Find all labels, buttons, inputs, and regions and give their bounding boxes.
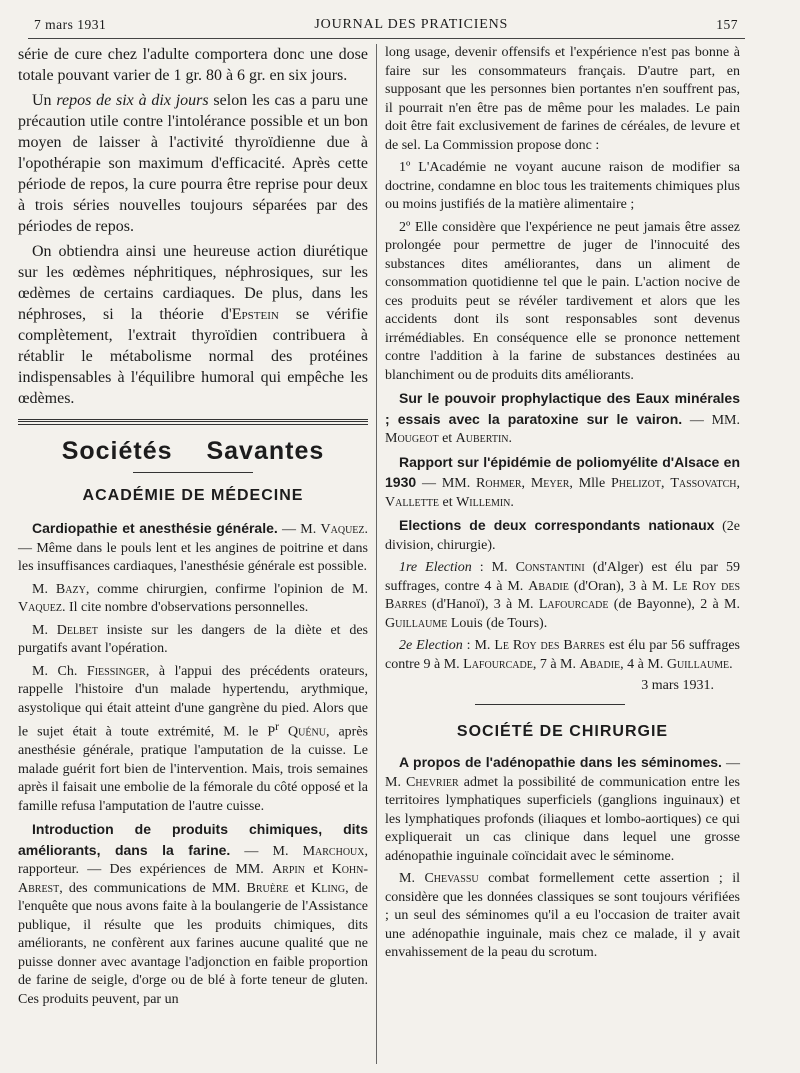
text: Des expériences de MM. xyxy=(101,862,273,878)
resolution-point xyxy=(385,159,740,215)
author-name: Kling xyxy=(311,880,346,896)
text: (2e division, chirurgie). xyxy=(385,519,740,553)
paragraph xyxy=(385,44,740,155)
item-title: Elections de deux correspondants nationaux xyxy=(399,517,715,533)
paragraph xyxy=(18,90,368,237)
author-name: Delbet xyxy=(56,622,98,638)
election-label: 1re Election xyxy=(399,560,472,575)
author-name: Bruère xyxy=(246,880,289,896)
text: insiste sur les dangers de la diète et des purgatifs avant l'opération. xyxy=(18,622,368,656)
text: , à l'appui des précédents orateurs, rappelle l'histoire d'un malade hypertendu, arythmique, asystolique qui était atteint d'une gangrène du pied. Alors que le sujet était à toute extrémité, M. le P xyxy=(18,663,368,740)
text: (de Bayonne), 2 à M. xyxy=(608,597,740,612)
author-name: Fiessinger xyxy=(86,663,146,679)
item-title: Cardiopathie et anesthésie générale. xyxy=(32,520,278,536)
text: et xyxy=(438,431,456,446)
item-title: Rapport sur l'épidémie de poliomyélite d'Alsace en 1930 xyxy=(385,453,740,490)
text: (d'Oran), 3 à M. xyxy=(568,578,673,594)
paragraph xyxy=(18,663,368,817)
election-paragraph xyxy=(385,637,740,674)
text: et xyxy=(304,862,332,878)
section-rule xyxy=(18,419,368,425)
author-name: Aubertin xyxy=(455,431,509,446)
text: . Il cite nombre d'observations personnelles. xyxy=(62,600,309,615)
author-name: Le Roy des Barres xyxy=(385,578,741,612)
author-name: Abadie xyxy=(528,578,569,594)
author-name: Quénu xyxy=(288,724,326,740)
author-name: Tassovatch xyxy=(670,476,737,491)
text: . — Même dans le pouls lent et les angines de poitrine et dans les insuffisances cardiaques, l'anesthésie générale est possible. xyxy=(18,522,369,574)
report-paragraph xyxy=(385,516,740,555)
text: . xyxy=(510,494,514,510)
paragraph xyxy=(18,241,368,409)
text: , de l'enquête que nous avons faite à la boulangerie de l'Assistance publique, il résulte que les produits chimiques, dits améliorants, ne confèrent aux farines aucune qualité que ne puisse donner avec avantage l'adjonction en faible proportion de farine de seigle, d'orge ou de blé à forte teneur de gluten. Ces produits peuvent, par un xyxy=(18,880,368,1007)
author-name: Chevassu xyxy=(424,871,479,886)
text: : M. xyxy=(462,638,495,653)
text: M. Ch. xyxy=(32,663,87,679)
text: . xyxy=(729,656,733,672)
text: , xyxy=(661,476,671,491)
author-name: Kohn-Abrest xyxy=(18,862,369,896)
text: , xyxy=(521,476,531,491)
author-name: Guillaume xyxy=(385,615,448,631)
paragraph xyxy=(18,44,368,86)
text: : M. xyxy=(471,560,516,575)
header-rule xyxy=(28,38,745,39)
author-name: Marchoux xyxy=(302,843,365,859)
text: On obtiendra ainsi une heureuse action diurétique sur les œdèmes néphritiques, néphrosiques, sur les œdèmes de certains cardiaques. De plus, dans les néphroses, si la théorie d' xyxy=(18,243,368,323)
text: et xyxy=(288,880,312,896)
author-name: Meyer xyxy=(530,476,570,491)
author-name: Le Roy des Barres xyxy=(494,638,605,653)
text: série de cure chez l'adulte comportera donc une dose totale pouvant varier de 1 gr. 80 à 6 gr. en six jours. xyxy=(18,46,368,84)
report-paragraph xyxy=(18,820,368,1009)
paragraph xyxy=(18,581,368,618)
emphasis: repos de six à dix jours xyxy=(56,92,209,109)
page-number: 157 xyxy=(716,17,738,32)
report-paragraph xyxy=(385,453,740,513)
report-paragraph xyxy=(385,389,740,449)
author-name: Chevrier xyxy=(406,774,459,790)
text: se vérifie complètement, l'extrait thyroïdien contribuera à rétablir le métabolisme normal des protéines indispensables à l'équilibre humoral qui empêche les œdèmes. xyxy=(18,306,369,407)
header-date: 7 mars 1931 xyxy=(34,17,107,32)
author-name: Willemin xyxy=(456,494,511,510)
text: , 7 à M. xyxy=(532,656,580,672)
text: — M. xyxy=(385,756,740,790)
text: 1º L'Académie ne voyant aucune raison de modifier sa doctrine, condamne en bloc tous les traitements chimiques plus ou moins justifiés de la matière alimentaire ; xyxy=(385,160,740,212)
text: (d'Hanoï), 3 à M. xyxy=(426,597,539,612)
section-title: Sociétés Savantes xyxy=(61,437,325,465)
author-name: Phelizot xyxy=(611,476,661,491)
text: est élu par 56 suffrages contre 9 à M. xyxy=(385,638,741,672)
author-name: Lafourcade xyxy=(463,656,533,672)
text: admet la possibilité de communication entre les territoires lymphatiques superficiels (ganglions inguinaux) et les lymphatiques profonds (iliaques et lombo-aortiques) ce qui expliquerait un cas clinique dans lequel une grosse adénopathie inguinale coïncidait avec le séminome. xyxy=(385,774,740,864)
text: — M. xyxy=(230,843,303,859)
column-divider xyxy=(376,44,377,1064)
election-paragraph xyxy=(385,559,740,633)
author-name: Vallette xyxy=(385,494,439,510)
text: M. xyxy=(32,622,57,638)
title-rule xyxy=(133,472,253,473)
right-column xyxy=(385,44,740,967)
author-name: Lafourcade xyxy=(538,597,609,612)
author-name: Epstein xyxy=(231,306,279,323)
text: selon les cas a paru une précaution utile contre l'intolérance possible et un bon moyen de laisser à l'activité thyroïdienne due à l'opothérapie son maximum d'efficacité. Après cette période de repos, la cure pourra être reprise pour deux à trois séries nouvelles toujours séparées par des périodes de repos. xyxy=(18,92,369,235)
author-name: Vaquez xyxy=(18,600,62,615)
text: (d'Alger) est élu par 59 suffrages, contre 4 à M. xyxy=(385,560,740,594)
text: , 4 à M. xyxy=(620,656,667,672)
journal-title: JOURNAL DES PRATICIENS xyxy=(314,17,509,32)
author-name: Rohmer xyxy=(476,476,522,491)
section-rule xyxy=(475,704,625,705)
page-header xyxy=(34,14,738,36)
text: , comme chirurgien, confirme l'opinion de M. xyxy=(85,581,368,597)
author-name: Arpin xyxy=(272,862,305,878)
report-paragraph xyxy=(18,519,368,577)
text: long usage, devenir offensifs et l'expérience n'est pas bonne à faire sur les consommateurs français. D'autre part, en supposant que les personnes bien portantes n'en souffrent pas, il pourrait n'en être pas de même pour les malades. Le pain doit être fait exclusivement de farines de céréales, de levure et de sel. La Commission propose donc : xyxy=(385,45,740,153)
text: — MM. xyxy=(416,476,477,491)
text: — MM. xyxy=(682,412,740,428)
item-title: Sur le pouvoir prophylactique des Eaux minérales ; essais avec la paratoxine sur le vairon. xyxy=(385,390,740,427)
text: Un xyxy=(32,92,57,109)
superscript: r xyxy=(275,720,280,733)
text: . xyxy=(508,431,513,446)
author-name: Vaquez xyxy=(320,522,365,537)
resolution-point xyxy=(385,219,740,386)
item-title: A propos de l'adénopathie dans les séminomes. xyxy=(399,754,722,770)
text: , Mlle xyxy=(569,476,611,491)
text: , après anesthésie générale, pratique l'amputation de la cuisse. Le malade guérit fort bien de l'intervention. Mais, trois semaines après il faisait une embolie de la fémorale du côté opposé et la famille refusa l'amputation de l'autre cuisse. xyxy=(18,724,368,814)
report-paragraph xyxy=(385,753,740,866)
author-name: Abadie xyxy=(579,656,621,672)
text: M. xyxy=(399,871,425,886)
text: — M. xyxy=(277,522,321,537)
election-label: 2e Election xyxy=(399,638,463,653)
text: , rapporteur. — xyxy=(18,843,368,878)
paragraph xyxy=(18,622,368,659)
text: M. xyxy=(32,581,56,597)
session-date: 3 mars 1931. xyxy=(641,678,714,693)
author-name: Guillaume xyxy=(666,656,730,672)
text: et xyxy=(438,494,457,510)
author-name: Bazy xyxy=(55,581,86,597)
item-title: Introduction de produits chimiques, dits améliorants, dans la farine. xyxy=(18,821,368,858)
text: Louis (de Tours). xyxy=(447,615,548,631)
subsection-title: ACADÉMIE DE MÉDECINE xyxy=(82,487,304,504)
paragraph xyxy=(385,870,740,963)
author-name: Constantini xyxy=(515,560,585,575)
text: , des communications de MM. xyxy=(59,880,247,896)
text: , xyxy=(736,476,740,491)
subsection-title: SOCIÉTÉ DE CHIRURGIE xyxy=(456,723,669,740)
author-name: Mougeot xyxy=(385,431,439,446)
text: 2º Elle considère que l'expérience ne peut jamais être assez prolongée pour permettre de juger de l'innocuité des substances dites améliorantes, dans un aliment de consommation quotidienne tel que le pain. L'action nocive de ces produits peut se révéler tardivement et alors que les accidents dont ils sont responsables sont devenus irrémédiables. En conséquence elle se prononce nettement contre l'addition à la farine de substances destinées au blanchiment ou de produits dits améliorants. xyxy=(385,219,740,383)
left-column xyxy=(18,44,368,1013)
text: combat formellement cette assertion ; il considère que les données classiques se sont toujours vérifiées ; un seul des séminomes qu'il a eu l'occasion de traiter avait une adénopathie inguinale, mais chez ce malade, il y avait envahissement de la peau du scrotum. xyxy=(385,871,740,960)
